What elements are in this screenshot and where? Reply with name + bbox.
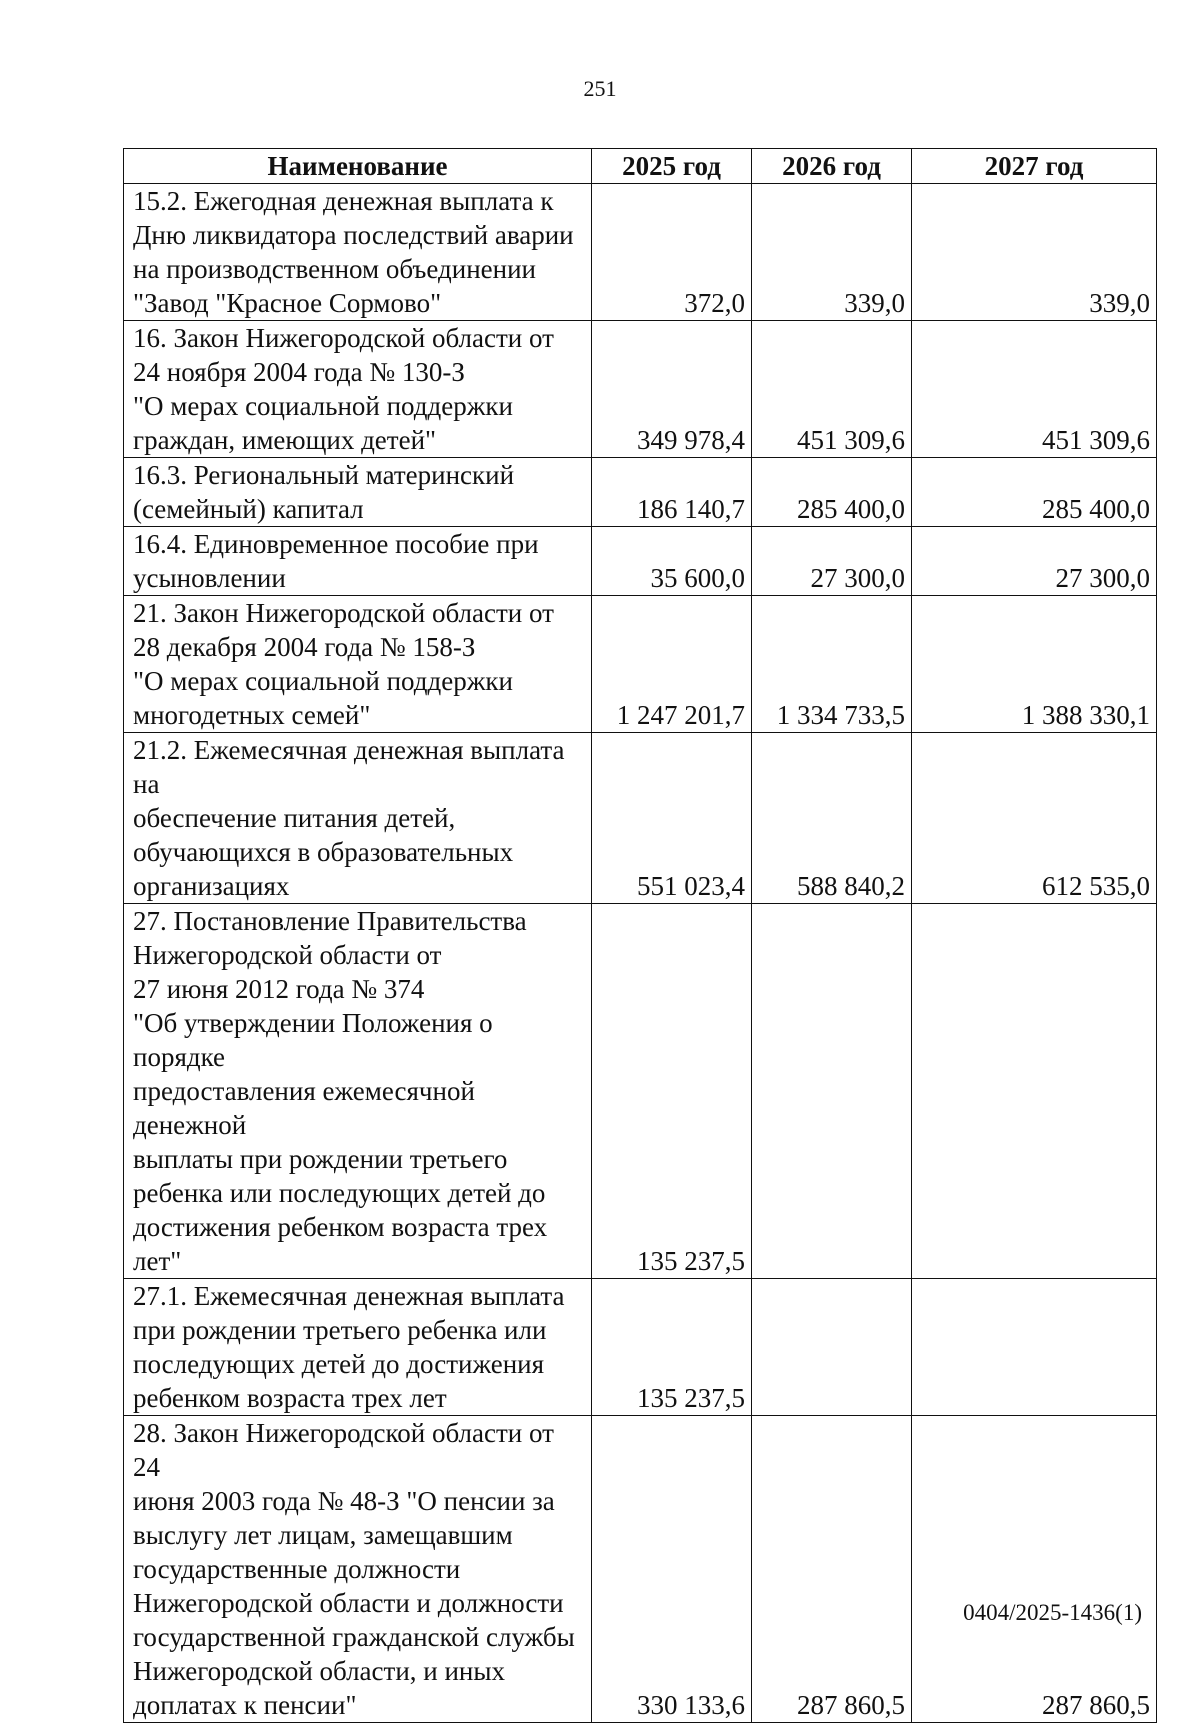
row-name: 21. Закон Нижегородской области от 28 декабря 2004 года № 158-З "О мерах социальной поддержки многодетных семей"	[124, 596, 592, 733]
value-2025: 135 237,5	[592, 1279, 752, 1416]
table-row	[124, 1416, 1157, 1723]
table-row	[124, 904, 1157, 1279]
row-name: 28. Закон Нижегородской области от 24 июня 2003 года № 48-З "О пенсии за выслугу лет лицам, замещавшим государственные должности Нижегородской области и должности государственной гражданской службы Нижегородской области, и иных доплатах к пенсии"	[124, 1416, 592, 1723]
table-row	[124, 321, 1157, 458]
value-2027: 1 388 330,1	[912, 596, 1157, 733]
value-2026: 27 300,0	[752, 527, 912, 596]
row-name: 16.4. Единовременное пособие при усыновлении	[124, 527, 592, 596]
row-name: 27.1. Ежемесячная денежная выплата при рождении третьего ребенка или последующих детей до достижения ребенком возраста трех лет	[124, 1279, 592, 1416]
value-2025: 1 247 201,7	[592, 596, 752, 733]
document-code: 0404/2025-1436(1)	[963, 1600, 1142, 1625]
value-2025: 35 600,0	[592, 527, 752, 596]
value-2026: 287 860,5	[752, 1416, 912, 1723]
table-row	[124, 733, 1157, 904]
row-name: 16.3. Региональный материнский (семейный) капитал	[124, 458, 592, 527]
value-2025: 551 023,4	[592, 733, 752, 904]
value-2025: 330 133,6	[592, 1416, 752, 1723]
table-row	[124, 1279, 1157, 1416]
row-name: 16. Закон Нижегородской области от 24 ноября 2004 года № 130-З "О мерах социальной поддержки граждан, имеющих детей"	[124, 321, 592, 458]
value-2026	[752, 1279, 912, 1416]
table-header-row	[124, 149, 1157, 184]
value-2027: 287 860,5	[912, 1416, 1157, 1723]
value-2025: 372,0	[592, 184, 752, 321]
row-name: 27. Постановление Правительства Нижегородской области от 27 июня 2012 года № 374 "Об утверждении Положения о порядке предоставления ежемесячной денежной выплаты при рождении третьего ребенка или последующих детей до достижения ребенком возраста трех лет"	[124, 904, 592, 1279]
value-2027	[912, 904, 1157, 1279]
value-2027	[912, 1279, 1157, 1416]
value-2026: 1 334 733,5	[752, 596, 912, 733]
page-number: 251	[583, 76, 617, 101]
table-row	[124, 184, 1157, 321]
value-2027: 285 400,0	[912, 458, 1157, 527]
value-2027: 451 309,6	[912, 321, 1157, 458]
value-2027: 612 535,0	[912, 733, 1157, 904]
header-name: Наименование	[124, 149, 592, 184]
value-2026	[752, 904, 912, 1279]
row-name: 15.2. Ежегодная денежная выплата к Дню ликвидатора последствий аварии на производственном объединении "Завод "Красное Сормово"	[124, 184, 592, 321]
header-2027: 2027 год	[912, 149, 1157, 184]
value-2025: 135 237,5	[592, 904, 752, 1279]
value-2025: 186 140,7	[592, 458, 752, 527]
value-2026: 451 309,6	[752, 321, 912, 458]
value-2027: 27 300,0	[912, 527, 1157, 596]
value-2026: 339,0	[752, 184, 912, 321]
table-row	[124, 458, 1157, 527]
table-row	[124, 596, 1157, 733]
header-2025: 2025 год	[592, 149, 752, 184]
value-2026: 285 400,0	[752, 458, 912, 527]
table-row	[124, 527, 1157, 596]
value-2027: 339,0	[912, 184, 1157, 321]
row-name: 21.2. Ежемесячная денежная выплата на обеспечение питания детей, обучающихся в образовательных организациях	[124, 733, 592, 904]
value-2026: 588 840,2	[752, 733, 912, 904]
value-2025: 349 978,4	[592, 321, 752, 458]
header-2026: 2026 год	[752, 149, 912, 184]
budget-table	[123, 148, 1157, 1723]
